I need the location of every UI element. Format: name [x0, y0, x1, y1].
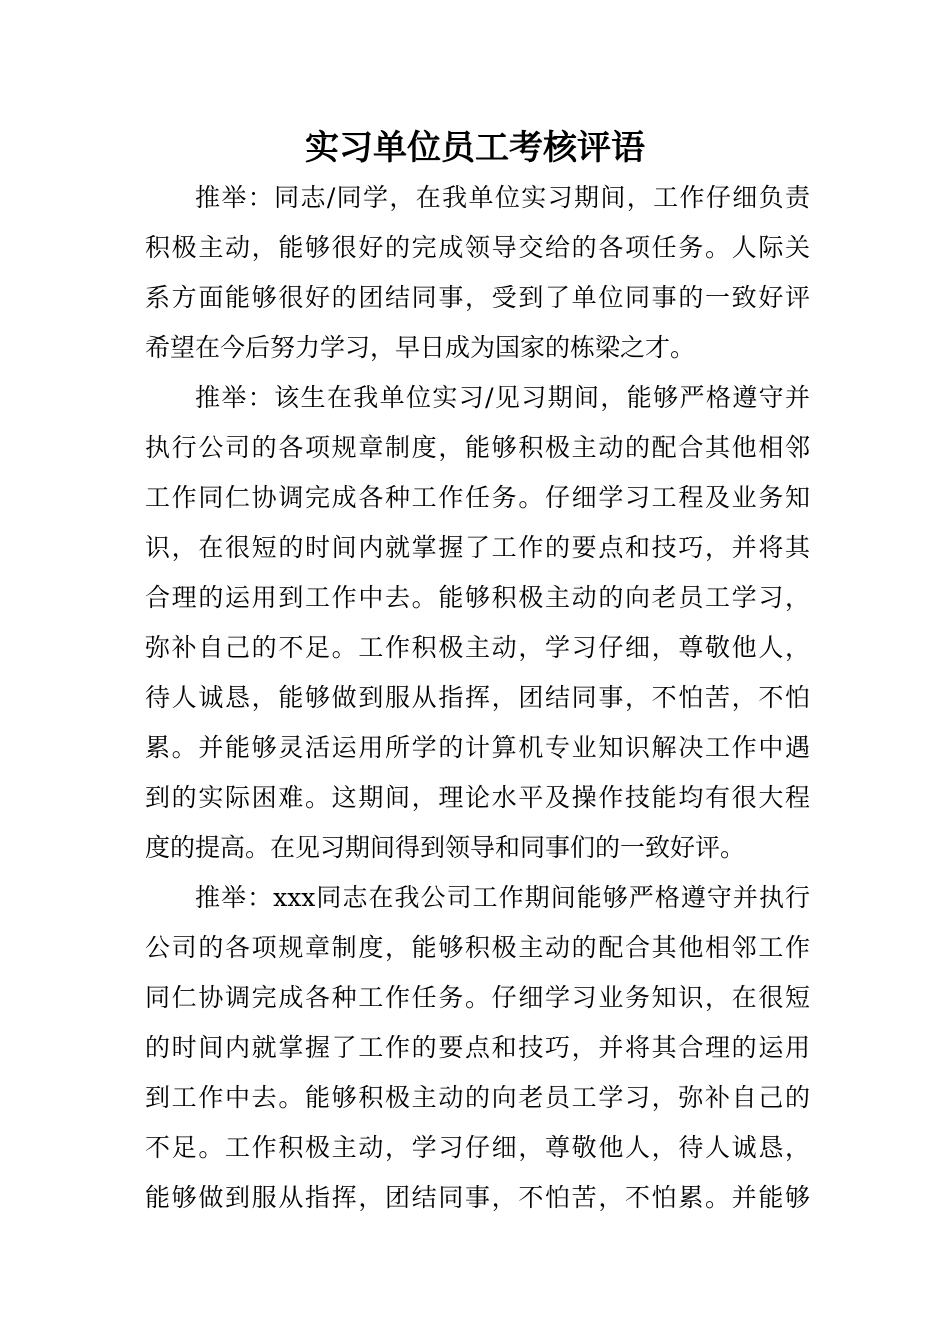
paragraph-2-line: 累。并能够灵活运用所学的计算机专业知识解决工作中遇	[145, 733, 810, 762]
paragraph-2-line: 待人诚恳，能够做到服从指挥，团结同事，不怕苦，不怕	[145, 683, 810, 712]
paragraph-3-line: 到工作中去。能够积极主动的向老员工学习，弥补自己的	[145, 1083, 810, 1112]
paragraph-2-line: 度的提高。在见习期间得到领导和同事们的一致好评。	[145, 833, 746, 862]
paragraph-3-line: 公司的各项规章制度，能够积极主动的配合其他相邻工作	[145, 933, 810, 962]
paragraph-3-line: 推举：xxx同志在我公司工作期间能够严格遵守并执行	[195, 883, 810, 912]
paragraph-2-line: 弥补自己的不足。工作积极主动，学习仔细，尊敬他人，	[145, 633, 810, 662]
paragraph-3-line: 不足。工作积极主动，学习仔细，尊敬他人，待人诚恳，	[145, 1133, 810, 1162]
paragraph-2-line: 合理的运用到工作中去。能够积极主动的向老员工学习，	[145, 583, 810, 612]
paragraph-3-line: 同仁协调完成各种工作任务。仔细学习业务知识，在很短	[145, 983, 810, 1012]
document-title: 实习单位员工考核评语	[305, 128, 645, 168]
paragraph-2-line: 识，在很短的时间内就掌握了工作的要点和技巧，并将其	[145, 533, 810, 562]
paragraph-1-line: 希望在今后努力学习，早日成为国家的栋梁之才。	[145, 333, 696, 362]
paragraph-2-line: 工作同仁协调完成各种工作任务。仔细学习工程及业务知	[145, 483, 810, 512]
paragraph-2-line: 到的实际困难。这期间，理论水平及操作技能均有很大程	[145, 783, 810, 812]
paragraph-3-line: 能够做到服从指挥，团结同事，不怕苦，不怕累。并能够	[145, 1183, 810, 1212]
paragraph-1-line: 推举：同志/同学，在我单位实习期间，工作仔细负责	[195, 183, 810, 212]
paragraph-2-line: 执行公司的各项规章制度，能够积极主动的配合其他相邻	[145, 433, 810, 462]
paragraph-2-line: 推举：该生在我单位实习/见习期间，能够严格遵守并	[195, 383, 810, 412]
paragraph-3-line: 的时间内就掌握了工作的要点和技巧，并将其合理的运用	[145, 1033, 810, 1062]
paragraph-1-line: 系方面能够很好的团结同事，受到了单位同事的一致好评	[145, 283, 810, 312]
paragraph-1-line: 积极主动，能够很好的完成领导交给的各项任务。人际关	[145, 233, 810, 262]
